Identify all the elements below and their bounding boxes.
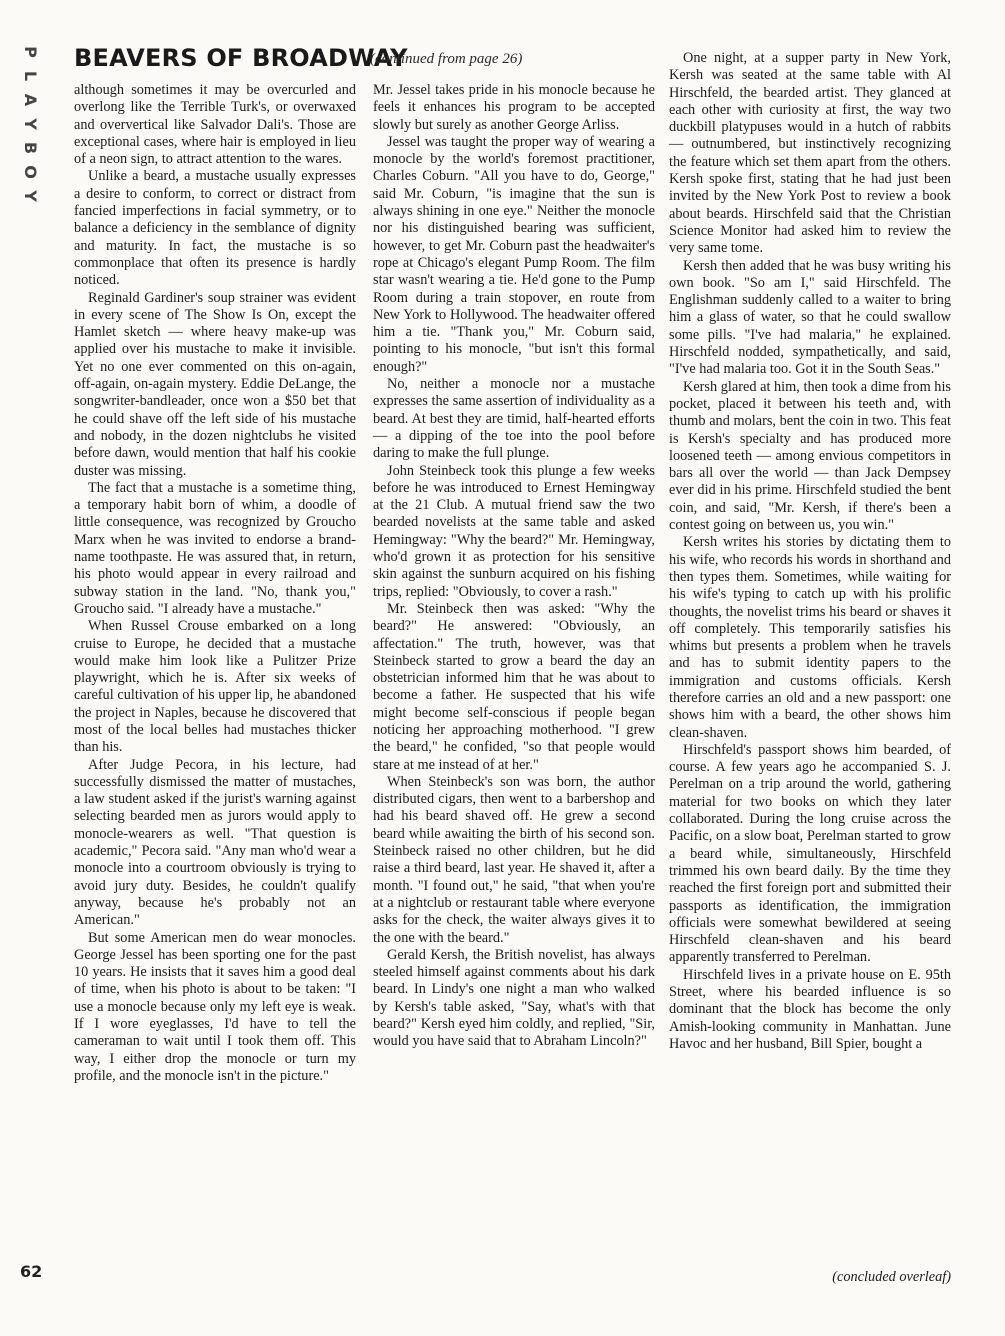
brand-letter: Y <box>21 190 40 202</box>
paragraph: When Steinbeck's son was born, the author distributed cigars, then went to a barbershop and had his beard shaved off. He grew a second beard while awaiting the birth of his second son. Steinbeck raised no other children, but he did raise a third beard, last year. He shaved it, after a month. "I found out," he said, "that when you're at a nightclub or restaurant table where everyone asks for the check, the waiter always gives it to the one with the beard." <box>373 773 655 946</box>
paragraph: But some American men do wear monocles. George Jessel has been sporting one for the past 10 years. He insists that it saves him a good deal of time, when his photo is about to be taken: "I use a monocle because only my left eye is weak. If I wore eyeglasses, I'd have to tell the cameraman to wait until I took them off. This way, I either drop the monocle or turn my profile, and the monocle isn't in the picture." <box>74 929 356 1084</box>
brand-letter: B <box>20 141 40 155</box>
paragraph: Mr. Steinbeck then was asked: "Why the beard?" He answered: "Obviously, an affectation." The truth, however, was that Steinbeck started to grow a beard the day an obstetrician informed him that he was about to become a father. He suspected that his wife might become self-conscious if people began noticing her approaching motherhood. "I grew the beard," he confided, "so that people would stare at me instead of at her." <box>373 600 655 773</box>
brand-letter: Y <box>21 118 40 130</box>
continued-from-note: (continued from page 26) <box>370 51 523 67</box>
paragraph: When Russel Crouse embarked on a long cruise to Europe, he decided that a mustache would make him look like a Pulitzer Prize playwright, which he is. After six weeks of careful cultivation of his upper lip, he abandoned the project in Naples, because he discovered that most of the local belles had mustaches thicker than his. <box>74 618 356 756</box>
paragraph: After Judge Pecora, in his lecture, had successfully dismissed the matter of mustaches, a law student asked if the jurist's warning against selecting bearded men as jurors would apply to monocle-wearers as well. "That question is academic," Pecora said. "Any man who'd wear a monocle into a courtroom obviously is trying to avoid jury duty. Besides, he couldn't qualify anyway, because he's probably not an American." <box>74 756 356 929</box>
brand-letter: L <box>20 70 40 82</box>
brand-letter: A <box>20 93 40 107</box>
paragraph: Gerald Kersh, the British novelist, has always steeled himself against comments about his dark beard. In Lindy's one night a man who walked by Kersh's table asked, "Say, what's with that beard?" Kersh eyed him coldly, and replied, "Sir, would you have said that to Abraham Lincoln?" <box>373 946 655 1050</box>
paragraph: although sometimes it may be overcurled and overlong like the Terrible Turk's, or overwaxed and oververtical like Salvador Dali's. Those are exceptional cases, where hair is employed in lieu of a neon sign, to attract attention to the wares. <box>74 82 356 168</box>
continued-overleaf-note: (concluded overleaf) <box>832 1269 951 1285</box>
article-headline: BEAVERS OF BROADWAY <box>74 44 408 72</box>
text-column-2 <box>373 82 655 1051</box>
paragraph: Jessel was taught the proper way of wearing a monocle by the world's foremost practitioner, Charles Coburn. "All you have to do, George," said Mr. Coburn, "is imagine that the sun is always shining in one eye." Neither the monocle nor his distinguished bearing was sufficient, however, to get Mr. Coburn past the headwaiter's rope at Chicago's elegant Pump Room. The film star wasn't wearing a tie. He'd gone to the Pump Room during a train stopover, en route from New York to Hollywood. The headwaiter offered him a tie. "Thank you," Mr. Coburn said, pointing to his monocle, "but isn't this formal enough?" <box>373 133 655 375</box>
brand-letter: O <box>20 165 40 179</box>
paragraph: John Steinbeck took this plunge a few weeks before he was introduced to Ernest Hemingway at the 21 Club. A mutual friend saw the two bearded novelists at the same table and asked Hemingway: "Why the beard?" Mr. Hemingway, who'd grown it as protection for his sensitive skin against the sunburn acquired on his fishing trips, replied: "Obviously, to cover a rash." <box>373 462 655 600</box>
paragraph: Reginald Gardiner's soup strainer was evident in every scene of The Show Is On, except the Hamlet sketch — where heavy make-up was applied over his mustache to make it invisible. Yet no one ever commented on this on-again, off-again, on-again mystery. Eddie DeLange, the songwriter-bandleader, once won a $50 bet that he could shave off the left side of his mustache and nobody, in the dozen nightclubs he visited before dawn, would mention that half his cookie duster was missing. <box>74 289 356 479</box>
text-column-3 <box>669 50 951 1053</box>
magazine-brand-vertical <box>10 40 50 208</box>
paragraph: Kersh glared at him, then took a dime from his pocket, placed it between his teeth and, with thumb and molars, bent the coin in two. This feat is Kersh's specialty and has produced more loosened teeth — among envious competitors in bars all over the world — than Jack Dempsey ever did in his prime. Hirschfeld studied the bent coin, and said, "Mr. Kersh, if there's been a contest going on between us, you win." <box>669 378 951 534</box>
paragraph: Hirschfeld lives in a private house on E. 95th Street, where his bearded influence is so dominant that the block has become the only Amish-looking community in Manhattan. June Havoc and her husband, Bill Spier, bought a <box>669 966 951 1052</box>
page-number: 62 <box>20 1262 43 1281</box>
paragraph: Kersh then added that he was busy writing his own book. "So am I," said Hirschfeld. The Englishman suddenly called to a waiter to bring him a glass of water, so that he could swallow some pills. "I've had malaria," he explained. Hirschfeld nodded, sympathetically, and said, "I've had malaria too. Got it in the South Seas." <box>669 257 951 378</box>
paragraph: Hirschfeld's passport shows him bearded, of course. A few years ago he accompanied S. J. Perelman on a trip around the world, gathering material for two books on which they later collaborated. During the long cruise across the Pacific, on a slow boat, Perelman started to grow a beard while, simultaneously, Hirschfeld trimmed his own beard daily. By the time they reached the first foreign port and submitted their passports as identification, the immigration officials were somewhat bewildered at seeing Hirschfeld clean-shaven and his beard apparently transferred to Perelman. <box>669 741 951 966</box>
paragraph: One night, at a supper party in New York, Kersh was seated at the same table with Al Hirschfeld, the bearded artist. They glanced at each other with curiosity at first, the way two duckbill platypuses would in a hutch of rabbits — outnumbered, but instinctively recognizing the feature which set them apart from the others. Kersh spoke first, stating that he had just been invited by the New York Post to review a book about beards. Hirschfeld said that the Christian Science Monitor had asked him to review the very same tome. <box>669 50 951 257</box>
paragraph: Unlike a beard, a mustache usually expresses a desire to conform, to correct or distract from fancied imperfections in facial symmetry, or to balance a deficiency in the semblance of dignity and maturity. In fact, the mustache is so commonplace that often its presence is hardly noticed. <box>74 168 356 289</box>
brand-letter: P <box>20 46 40 58</box>
paragraph: Kersh writes his stories by dictating them to his wife, who records his words in shorthand and then types them. Sometimes, while waiting for his wife's typing to catch up with his prolific thoughts, the novelist trims his beard or shaves it off completely. This temporarily satisfies his whims but presents a problem when he travels and has to submit identity papers to the immigration and customs officials. Kersh therefore carries an old and a new passport: one shows him with a beard, the other shows him clean-shaven. <box>669 534 951 741</box>
paragraph: The fact that a mustache is a sometime thing, a temporary habit born of whim, a doodle of little consequence, was recognized by Groucho Marx when he was invited to endorse a brand-name toothpaste. He was assured that, in return, his photo would appear in every railroad and subway station in the land. "No, thank you," Groucho said. "I already have a mustache." <box>74 479 356 617</box>
paragraph: No, neither a monocle nor a mustache expresses the same assertion of individuality as a beard. At best they are timid, half-hearted efforts — a dipping of the toe into the pool before daring to make the full plunge. <box>373 376 655 462</box>
paragraph: Mr. Jessel takes pride in his monocle because he feels it enhances his program to be accepted slowly but surely as another George Arliss. <box>373 82 655 133</box>
text-column-1 <box>74 82 356 1085</box>
